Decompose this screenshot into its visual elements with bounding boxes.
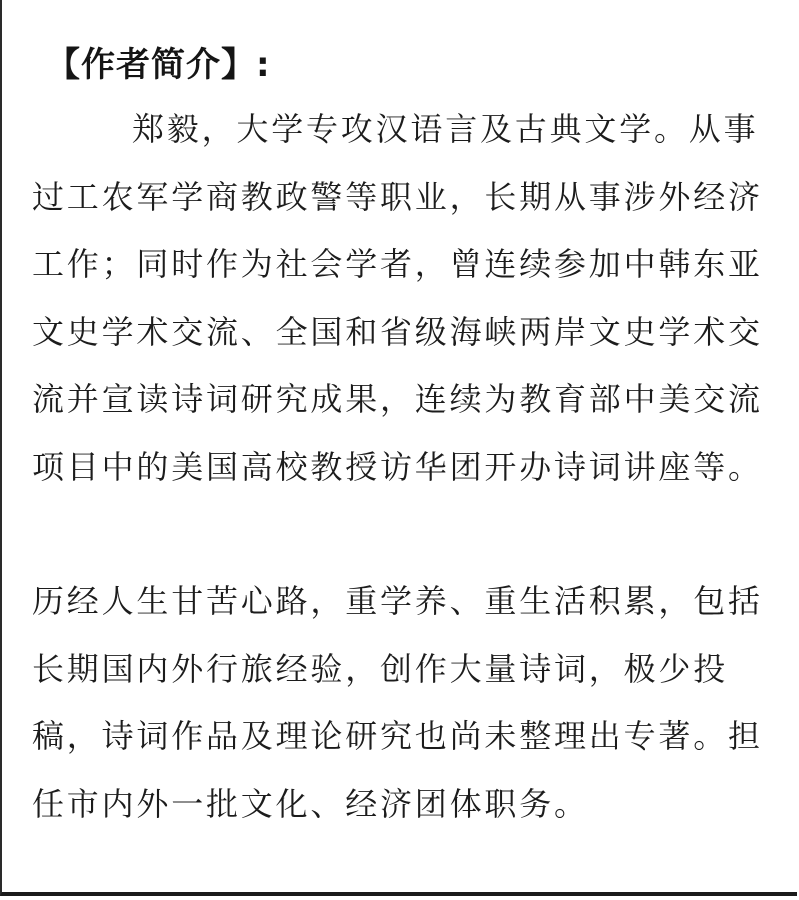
- section-heading: 【作者简介】:: [46, 45, 271, 85]
- paragraph-intro: 郑毅，大学专攻汉语言及古典文学。从事过工农军学商教政警等职业，长期从事涉外经济工作；同时作为社会学者，曾连续参加中韩东亚文史学术交流、全国和省级海峡两岸文史学术交流并宣读诗词研究成果，连续为教育部中美交流项目中的美国高校教授访华团开办诗词讲座等。: [32, 110, 763, 486]
- paragraph-experience: 历经人生甘苦心路，重学养、重生活积累，包括长期国内外行旅经验，创作大量诗词，极少投稿，诗词作品及理论研究也尚未整理出专著。担任市内外一批文化、经济团体职务。: [32, 582, 763, 823]
